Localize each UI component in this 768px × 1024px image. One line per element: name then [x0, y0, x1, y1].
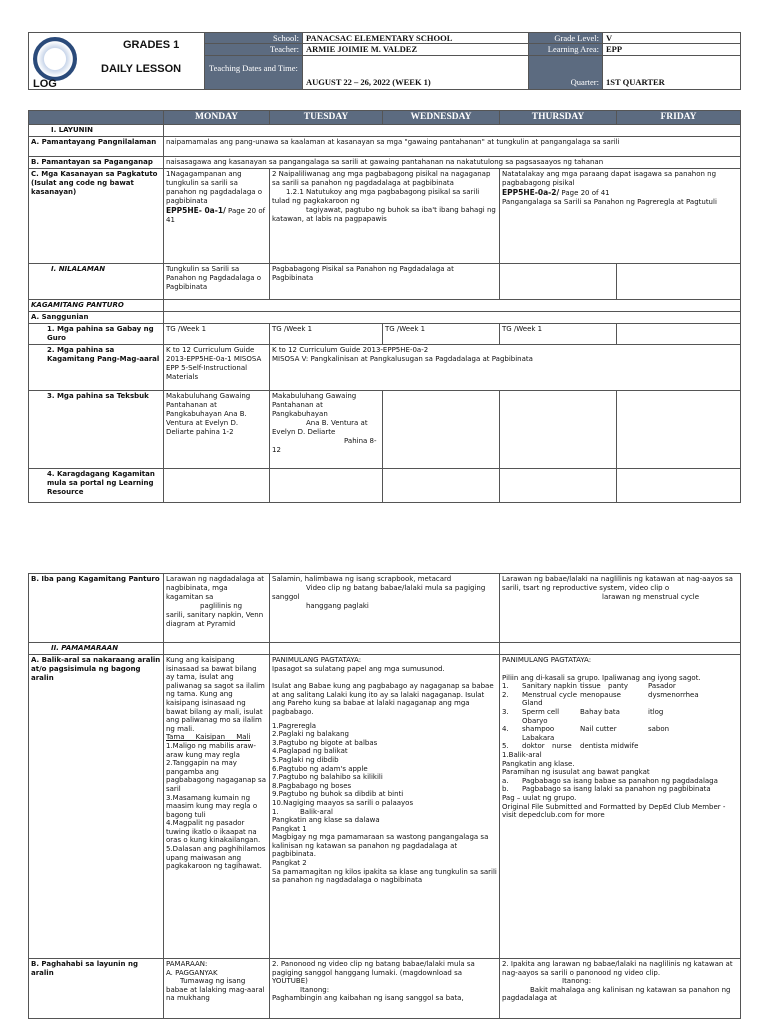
kasanayan-thursday-2: Pangangalaga sa Sarili sa Panahon ng Pagreregla at Pagtutuli — [502, 198, 717, 206]
day-thursday: THURSDAY — [500, 111, 617, 125]
balik-aral-tuesday-6: Pangkat 2 — [272, 859, 307, 868]
choice-1-c: panty — [608, 682, 629, 691]
kasanayan-label: C. Mga Kasanayan sa Pagkatuto (Isulat ang code ng bawat kasanayan) — [29, 169, 164, 264]
pamantayang-row — [29, 137, 741, 157]
balik-aral-tuesday-3: Pangkatin ang klase sa dalawa — [272, 816, 380, 825]
teacher-value: ARMIE JOIMIE M. VALDEZ — [303, 44, 529, 56]
kasanayan-tuesday-1: 2 Naipaliliwanag ang mga pagbabagong pisikal na nagaganap sa sarili sa panahon ng pagdadalaga at pagbibinata — [272, 170, 491, 187]
kag-mag-aaral-label: 2. Mga pahina sa Kagamitang Pang-Mag-aaral — [29, 345, 164, 391]
dates-label: Teaching Dates and Time: — [205, 56, 303, 90]
choice-row-2 — [502, 691, 738, 700]
balik-aral-tuesday-h: PANIMULANG PAGTATAYA: — [272, 656, 362, 664]
spacer — [272, 673, 497, 682]
balik-aral-tuesday-list-9: 9.Pagtubo ng buhok sa dibdib at binti — [272, 790, 404, 799]
pamamaraan-label: II. PAMAMARAAN — [29, 643, 164, 655]
iba-pang-monday-1: Larawan ng nagdadalaga at nagbibinata, mga kagamitan sa — [166, 575, 264, 601]
kagamitang-label: KAGAMITANG PANTURO — [29, 300, 164, 312]
balik-aral-tuesday-7: Sa pamamagitan ng kilos ipakita sa klase ang tungkulin sa sarili sa panahon ng nagdadalaga o nagbibinata — [272, 867, 497, 885]
choice-5-a: doktor — [522, 742, 545, 751]
kasanayan-thursday-code: EPP5HE-0a-2/ — [502, 188, 560, 197]
paghahabi-monday-2: A. PAGGANYAK — [166, 968, 218, 977]
kasanayan-thursday — [500, 169, 741, 264]
teksbuk-thursday — [500, 391, 617, 469]
paghahabi-monday-1: PAMARAAN: — [166, 960, 208, 968]
pamamaraan-monday — [164, 643, 270, 655]
iba-pang-thursday-2: larawan ng menstrual cycle — [602, 593, 700, 601]
paghahabi-thursday-3: Bakit mahalaga ang kalinisan ng katawan sa panahon ng pagdadalaga at — [502, 985, 731, 1003]
pamantayang-text: naipamamalas ang pang-unawa sa kaalaman at kasanayan sa mga "gawaing pantahanan" at tungkulin at pangangalaga sa sarili — [164, 137, 741, 157]
gabay-row — [29, 324, 741, 345]
choice-1-d: Pasador — [648, 682, 676, 691]
balik-aral-monday-1: Kung ang kaisipang isinasaad sa bawat bilang ay tama, isulat ang paliwanag sa sagot sa ilalim ng tama. Kung ang kaisipang isinasaad ng bawat bilang ay mali, isulat ang paliwanag mo sa ilalim ng mali. — [166, 656, 265, 733]
paghahabi-label: B. Paghahabi sa layunin ng aralin — [29, 959, 164, 1019]
quarter-label: Quarter: — [529, 56, 603, 90]
paganganap-row — [29, 157, 741, 169]
iba-pang-monday — [164, 574, 270, 643]
balik-aral-tuesday-list-6: 6.Pagtubo ng adam's apple — [272, 764, 368, 773]
paghahabi-thursday — [500, 959, 741, 1019]
karagdagan-row — [29, 469, 741, 503]
iba-pang-monday-3: sarili, sanitary napkin, Venn diagram at Pyramid — [166, 611, 264, 628]
kagamitang-blank — [164, 300, 741, 312]
day-tuesday: TUESDAY — [270, 111, 383, 125]
balik-aral-tuesday-list-8: 8.Pagbabago ng boses — [272, 781, 352, 790]
kag-mag-aaral-tuesday-2: MISOSA V: Pangkalinisan at Pangkalusugan sa Pagdadalaga at Pagbibinata — [272, 355, 533, 363]
balik-aral-monday-3: 2.Tanggapin na may pangamba ang pagbabagong nagaganap sa saril — [166, 759, 266, 793]
balik-aral-thursday-4: Paramihan ng isusulat ang bawat pangkat — [502, 768, 650, 777]
paganganap-text: naisasagawa ang kasanayan sa pangangalaga sa sarili at gawaing pantahanan na nakatutulong sa pagsasaayos ng tahanan — [164, 157, 741, 169]
iba-pang-thursday-1: Larawan ng babae/lalaki na naglilinis ng katawan at nag-aayos sa sarili, tsart ng reproductive system, video clip o — [502, 575, 733, 592]
layunin-blank — [164, 125, 741, 137]
teksbuk-tuesday-2: Ana B. Ventura at Evelyn D. Deliarte — [272, 419, 368, 436]
balik-aral-tuesday-list-5: 5.Paglaki ng dibdib — [272, 755, 339, 764]
choice-1-num: 1. — [502, 682, 509, 691]
nilalaman-row — [29, 264, 741, 300]
balik-aral-tuesday-list-10: 10.Nagiging maayos sa sarili o palaayos — [272, 798, 414, 807]
paghahabi-thursday-2: Itanong: — [562, 977, 592, 986]
kasanayan-monday-page: Page 20 of 41 — [166, 207, 266, 224]
paganganap-label: B. Pamantayan sa Paganganap — [29, 157, 164, 169]
choice-3-extra: Obaryo — [522, 716, 548, 725]
iba-pang-thursday — [500, 574, 741, 643]
paghahabi-row — [29, 959, 741, 1019]
paghahabi-monday — [164, 959, 270, 1019]
kasanayan-monday-text: 1Nagagampanan ang tungkulin sa sarili sa panahon ng pagdadalaga o pagbibinata — [166, 170, 263, 205]
balik-aral-thursday-h: PANIMULANG PAGTATAYA: — [502, 656, 592, 664]
balik-aral-thursday-5a — [502, 777, 738, 786]
balik-aral-thursday-7: Original File Submitted and Formatted by DepEd Club Member - visit depedclub.com for more — [502, 802, 726, 820]
day-wednesday: WEDNESDAY — [383, 111, 500, 125]
choice-3-num: 3. — [502, 707, 509, 716]
balik-aral-thursday-5a-num: a. — [502, 776, 509, 785]
balik-aral-tuesday-bal-text: Balik-aral — [300, 807, 333, 816]
sanggunian-row — [29, 312, 741, 324]
karagdagan-monday — [164, 469, 270, 503]
gabay-wednesday: TG /Week 1 — [383, 324, 500, 345]
kasanayan-thursday-page: Page 20 of 41 — [559, 189, 610, 197]
choice-4-b: Nail cutter — [580, 725, 617, 734]
teksbuk-wednesday — [383, 391, 500, 469]
balik-aral-monday-tk: Tama Kaisipan Mali — [166, 733, 251, 742]
paghahabi-monday-3: Tumawag ng isang babae at lalaking mag-aaral na mukhang — [166, 977, 265, 1003]
title-line2: DAILY LESSON — [101, 63, 182, 75]
header-table — [28, 32, 741, 90]
choice-5-b: nurse — [552, 742, 572, 751]
kag-mag-aaral-tuesday — [270, 345, 741, 391]
teksbuk-tuesday — [270, 391, 383, 469]
kasanayan-monday — [164, 169, 270, 264]
balik-aral-tuesday-list-7: 7.Pagtubo ng balahibo sa kilikili — [272, 773, 383, 782]
balik-aral-thursday-5b-num: b. — [502, 785, 509, 794]
day-friday: FRIDAY — [617, 111, 741, 125]
karagdagan-tuesday — [270, 469, 383, 503]
gabay-monday: TG /Week 1 — [164, 324, 270, 345]
gabay-label: 1. Mga pahina sa Gabay ng Guro — [29, 324, 164, 345]
balik-aral-thursday-1: Piliin ang di-kasali sa grupo. Ipaliwanag ang iyong sagot. — [502, 673, 701, 682]
spacer — [502, 665, 738, 674]
balik-aral-tuesday-list-4: 4.Paglapad ng balikat — [272, 747, 348, 756]
choice-4-a: shampoo — [522, 725, 555, 734]
nilalaman-thursday — [500, 264, 617, 300]
choice-row-1 — [502, 682, 738, 691]
karagdagan-label: 4. Karagdagang Kagamitan mula sa portal ng Learning Resource — [29, 469, 164, 503]
iba-pang-tuesday-3: hanggang paglaki — [306, 602, 369, 610]
kasanayan-tuesday — [270, 169, 500, 264]
balik-aral-tuesday — [270, 655, 500, 959]
area-label: Learning Area: — [529, 44, 603, 56]
day-monday: MONDAY — [164, 111, 270, 125]
school-value: PANACSAC ELEMENTARY SCHOOL — [303, 33, 529, 44]
choice-3-b: Bahay bata — [580, 707, 620, 716]
nilalaman-friday — [617, 264, 741, 300]
balik-aral-tuesday-1: Ipasagot sa sulatang papel ang mga sumusunod. — [272, 664, 445, 673]
choice-5-c: dentista midwife — [580, 742, 639, 751]
gabay-friday — [617, 324, 741, 345]
iba-pang-tuesday-1: Salamin, halimbawa ng isang scrapbook, metacard — [272, 575, 452, 583]
grade-value: V — [603, 33, 741, 44]
choice-row-5 — [502, 742, 738, 751]
kasanayan-tuesday-3: tagiyawat, pagtubo ng buhok sa iba't ibang bahagi ng katawan, at labis na pagpapawis — [272, 206, 496, 223]
balik-aral-monday-6: 5.Dalasan ang paghihilamos upang maiwasan ang pagkakaroon ng tagihawat. — [166, 845, 266, 871]
teksbuk-monday: Makabuluhang Gawaing Pantahanan at Pangkabuhayan Ana B. Ventura at Evelyn D. Deliarte pahina 1-2 — [164, 391, 270, 469]
choice-row-3 — [502, 708, 738, 717]
iba-pang-label: B. Iba pang Kagamitang Panturo — [29, 574, 164, 643]
balik-aral-thursday-2: 1.Balik-aral — [502, 750, 542, 759]
balik-aral-thursday-5b — [502, 785, 738, 794]
karagdagan-thursday — [500, 469, 617, 503]
area-value: EPP — [603, 44, 741, 56]
nilalaman-tuesday: Pagbabagong Pisikal sa Panahon ng Pagdadalaga at Pagbibinata — [270, 264, 500, 300]
balik-aral-monday-5: 4.Magpalit ng pasador tuwing ikatlo o ikaapat na oras o kung kinakailangan. — [166, 819, 261, 845]
balik-aral-thursday — [500, 655, 741, 959]
balik-aral-tuesday-5: Magbigay ng mga pamamaraan sa wastong pangangalaga sa kalinisan ng katawan sa panahon ng pagdadalaga at pagbibinata. — [272, 833, 489, 859]
layunin-row — [29, 125, 741, 137]
day-header-row — [29, 111, 741, 125]
dates-value: AUGUST 22 – 26, 2022 (WEEK 1) — [303, 56, 529, 90]
pamamaraan-tuesday — [270, 643, 500, 655]
balik-aral-monday — [164, 655, 270, 959]
choice-4-extra: Labakara — [522, 733, 555, 742]
choice-3-c: itlog — [648, 707, 664, 716]
school-label: School: — [205, 33, 303, 44]
balik-aral-label: A. Balik-aral sa nakaraang aralin at/o pagsisimula ng bagong aralin — [29, 655, 164, 959]
karagdagan-wednesday — [383, 469, 500, 503]
choice-4-c: sabon — [648, 725, 670, 734]
kasanayan-thursday-text: Natatalakay ang mga paraang dapat isagawa sa panahon ng pagbabagong pisikal — [502, 170, 717, 187]
balik-aral-tuesday-list-3: 3.Pagtubo ng bigote at balbas — [272, 738, 378, 747]
iba-pang-row — [29, 574, 741, 643]
choice-1-a: Sanitary napkin — [522, 682, 577, 691]
iba-pang-tuesday-2: Video clip ng batang babae/lalaki mula sa pagiging sanggol — [272, 584, 486, 601]
choice-2-b: menopause — [580, 690, 621, 699]
title-line3: LOG — [33, 78, 57, 90]
balik-aral-monday-4: 3.Masamang kumain ng maasim kung may regla o bagong tuli — [166, 793, 258, 819]
choice-4-num: 4. — [502, 725, 509, 734]
balik-aral-tuesday-4: Pangkat 1 — [272, 824, 307, 833]
choice-3-a: Sperm cell — [522, 707, 560, 716]
kasanayan-row — [29, 169, 741, 264]
sanggunian-label: A. Sanggunian — [29, 312, 164, 324]
balik-aral-monday-2: 1.Maligo ng mabilis araw-araw kung may regla — [166, 741, 256, 759]
choice-5-num: 5. — [502, 742, 509, 751]
balik-aral-thursday-6: Pag – uulat ng grupo. — [502, 793, 577, 802]
teksbuk-friday — [617, 391, 741, 469]
lesson-table-1 — [28, 110, 740, 503]
balik-aral-tuesday-list-1: 1.Pagreregla — [272, 721, 317, 730]
choice-1-b: tissue — [580, 682, 601, 691]
iba-pang-tuesday — [270, 574, 500, 643]
title-line1: GRADES 1 — [123, 39, 180, 51]
pamamaraan-row — [29, 643, 741, 655]
karagdagan-friday — [617, 469, 741, 503]
kasanayan-monday-code: EPP5HE- 0a-1/ — [166, 206, 226, 215]
kag-mag-aaral-monday: K to 12 Curriculum Guide 2013-EPP5HE-0a-1 MISOSA EPP 5-Self-Instructional Materials — [164, 345, 270, 391]
choice-2-extra: Gland — [522, 699, 543, 708]
nilalaman-monday: Tungkulin sa Sarili sa Panahon ng Pagdadalaga o Pagbibinata — [164, 264, 270, 300]
kag-mag-aaral-row — [29, 345, 741, 391]
teksbuk-row — [29, 391, 741, 469]
layunin-label: I. LAYUNIN — [29, 125, 164, 137]
title-cell — [29, 33, 205, 90]
balik-aral-thursday-3: Pangkatin ang klase. — [502, 759, 575, 768]
deped-seal-icon — [33, 37, 77, 81]
teacher-label: Teacher: — [205, 44, 303, 56]
balik-aral-tuesday-2: Isulat ang Babae kung ang pagbabago ay nagaganap sa babae at ang salitang Lalaki kung ito ay sa lalaki nagaganap. Isulat ang Pareho kung sa babae at lalaki nagaganap ang mga pagbabago. — [272, 682, 494, 716]
lesson-table-2 — [28, 573, 740, 1019]
choice-row-4 — [502, 725, 738, 734]
paghahabi-thursday-1: 2. Ipakita ang larawan ng babae/lalaki na naglilinis ng katawan at nag-aayos sa sarili o panonood ng video clip. — [502, 960, 733, 977]
iba-pang-monday-2: paglilinis ng — [200, 602, 243, 610]
nilalaman-label: I. NILALAMAN — [29, 264, 164, 300]
teksbuk-label: 3. Mga pahina sa Teksbuk — [29, 391, 164, 469]
gabay-tuesday: TG /Week 1 — [270, 324, 383, 345]
balik-aral-row — [29, 655, 741, 959]
kasanayan-tuesday-2: 1.2.1 Natutukoy ang mga pagbabagong pisikal sa sarili tulad ng pagkakaroon ng — [272, 188, 480, 205]
grade-label: Grade Level: — [529, 33, 603, 44]
choice-2-num: 2. — [502, 690, 509, 699]
header-block — [28, 32, 740, 92]
paghahabi-tuesday-1: 2. Panonood ng video clip ng batang babae/lalaki mula sa pagiging sanggol hanggang lumaki. (magdownload sa YOUTUBE) — [272, 960, 475, 986]
paghahabi-tuesday — [270, 959, 500, 1019]
paghahabi-tuesday-3: Paghambingin ang kaibahan ng isang sanggol sa bata, — [272, 994, 464, 1003]
balik-aral-tuesday-list-2: 2.Paglaki ng balakang — [272, 730, 349, 739]
pamamaraan-thursday — [500, 643, 741, 655]
gabay-thursday: TG /Week 1 — [500, 324, 617, 345]
kag-mag-aaral-tuesday-1: K to 12 Curriculum Guide 2013-EPP5HE-0a-2 — [272, 346, 429, 354]
quarter-value: 1ST QUARTER — [603, 56, 741, 90]
choice-2-a: Menstrual cycle — [522, 690, 578, 699]
balik-aral-thursday-5b-text: Pagbabago sa isang lalaki sa panahon ng pagbibinata — [522, 785, 711, 794]
balik-aral-tuesday-bal — [272, 808, 497, 817]
day-header-blank — [29, 111, 164, 125]
balik-aral-tuesday-bal-num: 1. — [272, 807, 279, 816]
sanggunian-blank — [164, 312, 741, 324]
paghahabi-tuesday-2: Itanong: — [300, 985, 330, 994]
pamantayang-label: A. Pamantayang Pangnilalaman — [29, 137, 164, 157]
teksbuk-tuesday-1: Makabuluhang Gawaing Pantahanan at Pangkabuhayan — [272, 392, 357, 418]
kagamitang-row — [29, 300, 741, 312]
balik-aral-thursday-5a-text: Pagbabago sa isang babae sa panahon ng pagdadalaga — [522, 776, 718, 785]
choice-2-c: dysmenorrhea — [648, 690, 699, 699]
teksbuk-tuesday-3: Pahina 8-12 — [272, 437, 377, 454]
